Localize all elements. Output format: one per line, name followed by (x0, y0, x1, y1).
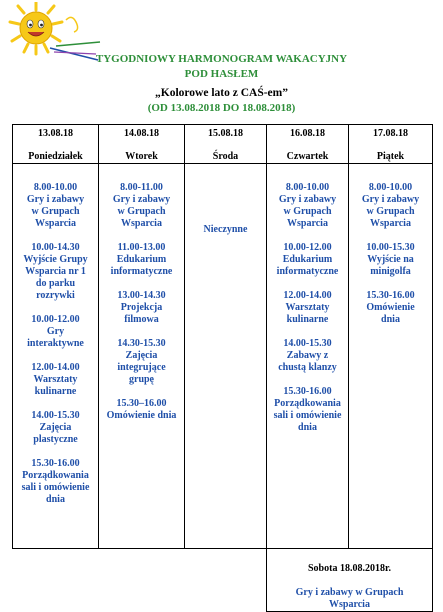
day-header-thursday (267, 125, 349, 164)
header-subtitle: POD HASŁEM (184, 68, 259, 80)
day-name: Piątek (376, 151, 405, 162)
day-date: 13.08.18 (38, 128, 73, 139)
day-header-friday (349, 125, 433, 164)
day-header-tuesday (99, 125, 185, 164)
activity-block: 10.00-12.00 Gry interaktywne (27, 314, 84, 349)
header-title: TYGODNIOWY HARMONOGRAM WAKACYJNY (95, 53, 348, 65)
activities-row (13, 164, 433, 549)
activity-block: Nieczynne (203, 224, 248, 235)
saturday-title: Sobota 18.08.2018r. (308, 563, 391, 574)
activity-list (267, 164, 348, 434)
activity-block: 8.00-11.00 Gry i zabawy w Grupach Wsparcia (112, 182, 171, 229)
activity-block: 14.00-15.30 Zajęcia plastyczne (31, 410, 80, 445)
activity-block: 8.00-10.00 Gry i zabawy w Grupach Wsparcia (26, 182, 85, 229)
day-date: 16.08.18 (290, 128, 325, 139)
activity-block: 10.00-14.30 Wyjście Grupy Wsparcia nr 1 do parku rozrywki (23, 242, 88, 301)
activity-list (99, 164, 184, 422)
activity-block: 8.00-10.00 Gry i zabawy w Grupach Wsparcia (278, 182, 337, 229)
activity-block: 14.30-15.30 Zajęcia integrujące grupę (117, 338, 166, 385)
activities-tuesday (99, 164, 185, 549)
activity-block: 15.30-16.00 Omówienie dnia (366, 290, 415, 325)
activity-list (349, 164, 432, 326)
header-dates: (OD 13.08.2018 DO 18.08.2018) (147, 102, 296, 114)
saturday-cell (267, 549, 433, 612)
schedule-table (12, 124, 433, 612)
empty-area (13, 549, 267, 612)
day-date: 15.08.18 (208, 128, 243, 139)
day-header-monday (13, 125, 99, 164)
activity-block: 10.00-15.30 Wyjście na minigolfa (366, 242, 415, 277)
activity-block: 8.00-10.00 Gry i zabawy w Grupach Wsparcia (361, 182, 420, 229)
activity-block: 15.30-16.00 Porządkowania sali i omówienie dnia (273, 386, 342, 433)
activities-wednesday (185, 164, 267, 549)
activity-block: 15.30-16.00 Porządkowania sali i omówienie dnia (21, 458, 90, 505)
activity-block: 13.00-14.30 Projekcja filmowa (117, 290, 166, 325)
day-name: Wtorek (125, 151, 158, 162)
activities-monday (13, 164, 99, 549)
day-name: Czwartek (286, 151, 329, 162)
day-name: Środa (212, 151, 239, 162)
activity-list (185, 164, 266, 236)
saturday-activity: Gry i zabawy w Grupach Wsparcia (295, 587, 404, 610)
activity-block: 10.00-12.00 Edukarium informatyczne (276, 242, 339, 277)
activity-block: 14.00-15.30 Zabawy z chustą klanzy (278, 338, 337, 373)
day-date: 14.08.18 (124, 128, 159, 139)
activity-block: 11.00-13.00 Edukarium informatyczne (110, 242, 173, 277)
date-row (13, 125, 433, 164)
day-name: Poniedziałek (28, 151, 83, 162)
day-header-wednesday (185, 125, 267, 164)
activities-friday (349, 164, 433, 549)
saturday-row (13, 549, 433, 612)
activity-block: 12.00-14.00 Warsztaty kulinarne (31, 362, 80, 397)
activities-thursday (267, 164, 349, 549)
header-motto: „Kolorowe lato z CAŚ-em” (155, 87, 288, 99)
activity-block: 12.00-14.00 Warsztaty kulinarne (283, 290, 332, 325)
activity-list (13, 164, 98, 506)
activity-block: 15.30–16.00 Omówienie dnia (106, 398, 177, 421)
day-date: 17.08.18 (373, 128, 408, 139)
